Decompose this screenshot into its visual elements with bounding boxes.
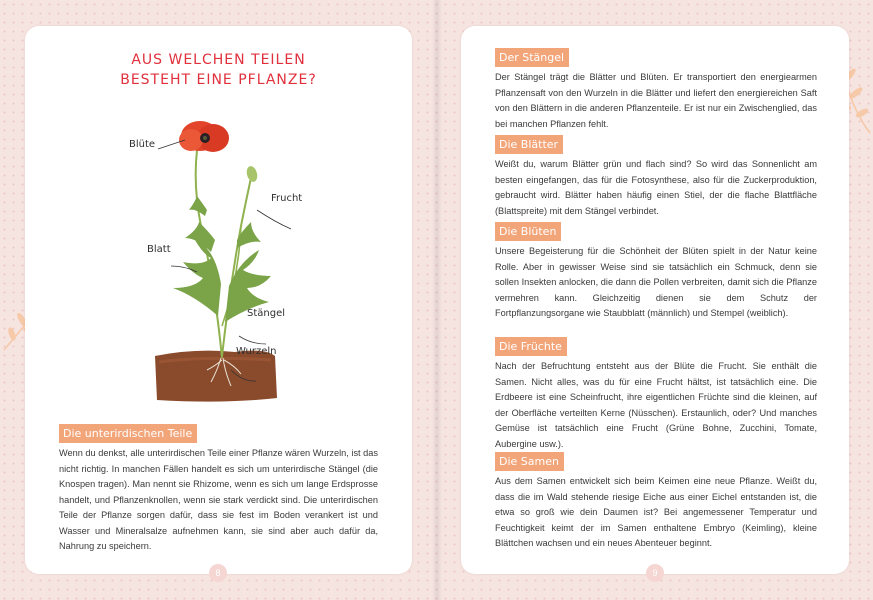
section-samen [495,452,817,552]
left-page [25,26,412,578]
label-frucht: Frucht [271,193,303,204]
page-number: 9 [646,564,664,582]
section-heading: Die Blüten [495,222,561,241]
section-text: Nach der Befruchtung entsteht aus der Blüte die Frucht. Sie enthält die Samen. Nicht alles, was du für eine Frucht hältst, ist tatsächlich eine. Die Erdbeere ist eine Scheinfrucht, ihre eigentlichen Früchte sind die kleinen, auf der Oberfläche verteilten Kerne (Nüsschen). Erstaunlich, oder? Und manches Gemüse ist tatsächlich eine Frucht (Grüne Bohne, Zucchini, Tomate, Aubergine usw.). [495,361,817,449]
right-page [461,26,849,578]
section-blueten [495,222,817,322]
label-blatt: Blatt [147,244,171,255]
section-text: Unsere Begeisterung für die Schönheit der Blüten spielt in der Natur keine Rolle. Aber in gewisser Weise sind sie tatsächlich ein Schmuck, denn sie sollen Insekten anlocken, die dann die Pollen verbreiten, damit sich die Pflanze vermehren kann. Gleichzeitig dienen sie dem Schutz der Fortpflanzungsorgane wie Staubblatt (männlich) und Stempel (weiblich). [495,246,817,318]
section-heading: Die Früchte [495,337,567,356]
leaves [173,196,271,322]
label-bluete: Blüte [129,139,156,150]
title-line-1: AUS WELCHEN TEILEN [131,52,306,68]
label-staengel: Stängel [247,308,286,319]
book-spine [432,0,442,600]
section-text: Wenn du denkst, alle unterirdischen Teile einer Pflanze wären Wurzeln, ist das nicht richtig. In manchen Fällen handelt es sich um unterirdische Stängel (die Knospen tragen). Man nennt sie Rhizome, wenn es sich um lange Erdsprosse handelt, und Pflanzenknollen, wenn sie stark verdickt sind. Die unterirdischen Teile der Pflanze sorgen dafür, dass sie fest im Boden verankert ist und Wasser und Mineralsalze aufnehmen kann, sie sind aber auch dafür da, Nahrung zu speichern. [59,448,378,551]
section-text: Der Stängel trägt die Blätter und Blüten. Er transportiert den energiearmen Pflanzensaft von den Wurzeln in die Blätter und liefert den energiereichen Saft von den Blättern in die anderen Pflanzenteile. Er ist nur ein Zwischenglied, das bei manchen Pflanzen fehlt. [495,72,817,129]
section-heading: Die unterirdischen Teile [59,424,197,443]
section-heading: Die Samen [495,452,564,471]
page-number: 8 [209,564,227,582]
section-heading: Die Blätter [495,135,563,154]
poppy-flower [179,121,229,152]
label-wurzeln: Wurzeln [236,346,277,357]
section-unterirdische-teile [59,424,378,555]
section-text: Aus dem Samen entwickelt sich beim Keimen eine neue Pflanze. Weißt du, dass die im Wald stehende riesige Eiche aus einer Eichel entstanden ist, die etwa so groß wie dein Daumen ist? Bei angemessener Temperatur und Feuchtigkeit keimt der im Samen enthaltene Embryo (Keimling), kleine Blättchen wachsen und ein neues Abenteuer beginnt. [495,476,817,548]
section-blaetter [495,135,817,219]
section-heading: Der Stängel [495,48,569,67]
section-fruechte [495,337,817,452]
section-text: Weißt du, warum Blätter grün und flach sind? So wird das Sonnenlicht am besten eingefangen, das für die Fotosynthese, also für die Zuckerproduktion, gebraucht wird. Blätter haben häufig einen Stiel, der die flache Blattfläche (Blattspreite) mit dem Stängel verbindet. [495,159,817,216]
title-line-2: BESTEHT EINE PFLANZE? [120,72,317,88]
stems [196,150,251,358]
section-staengel [495,48,817,132]
bud [245,165,259,183]
poppy-plant-illustration [25,26,412,426]
